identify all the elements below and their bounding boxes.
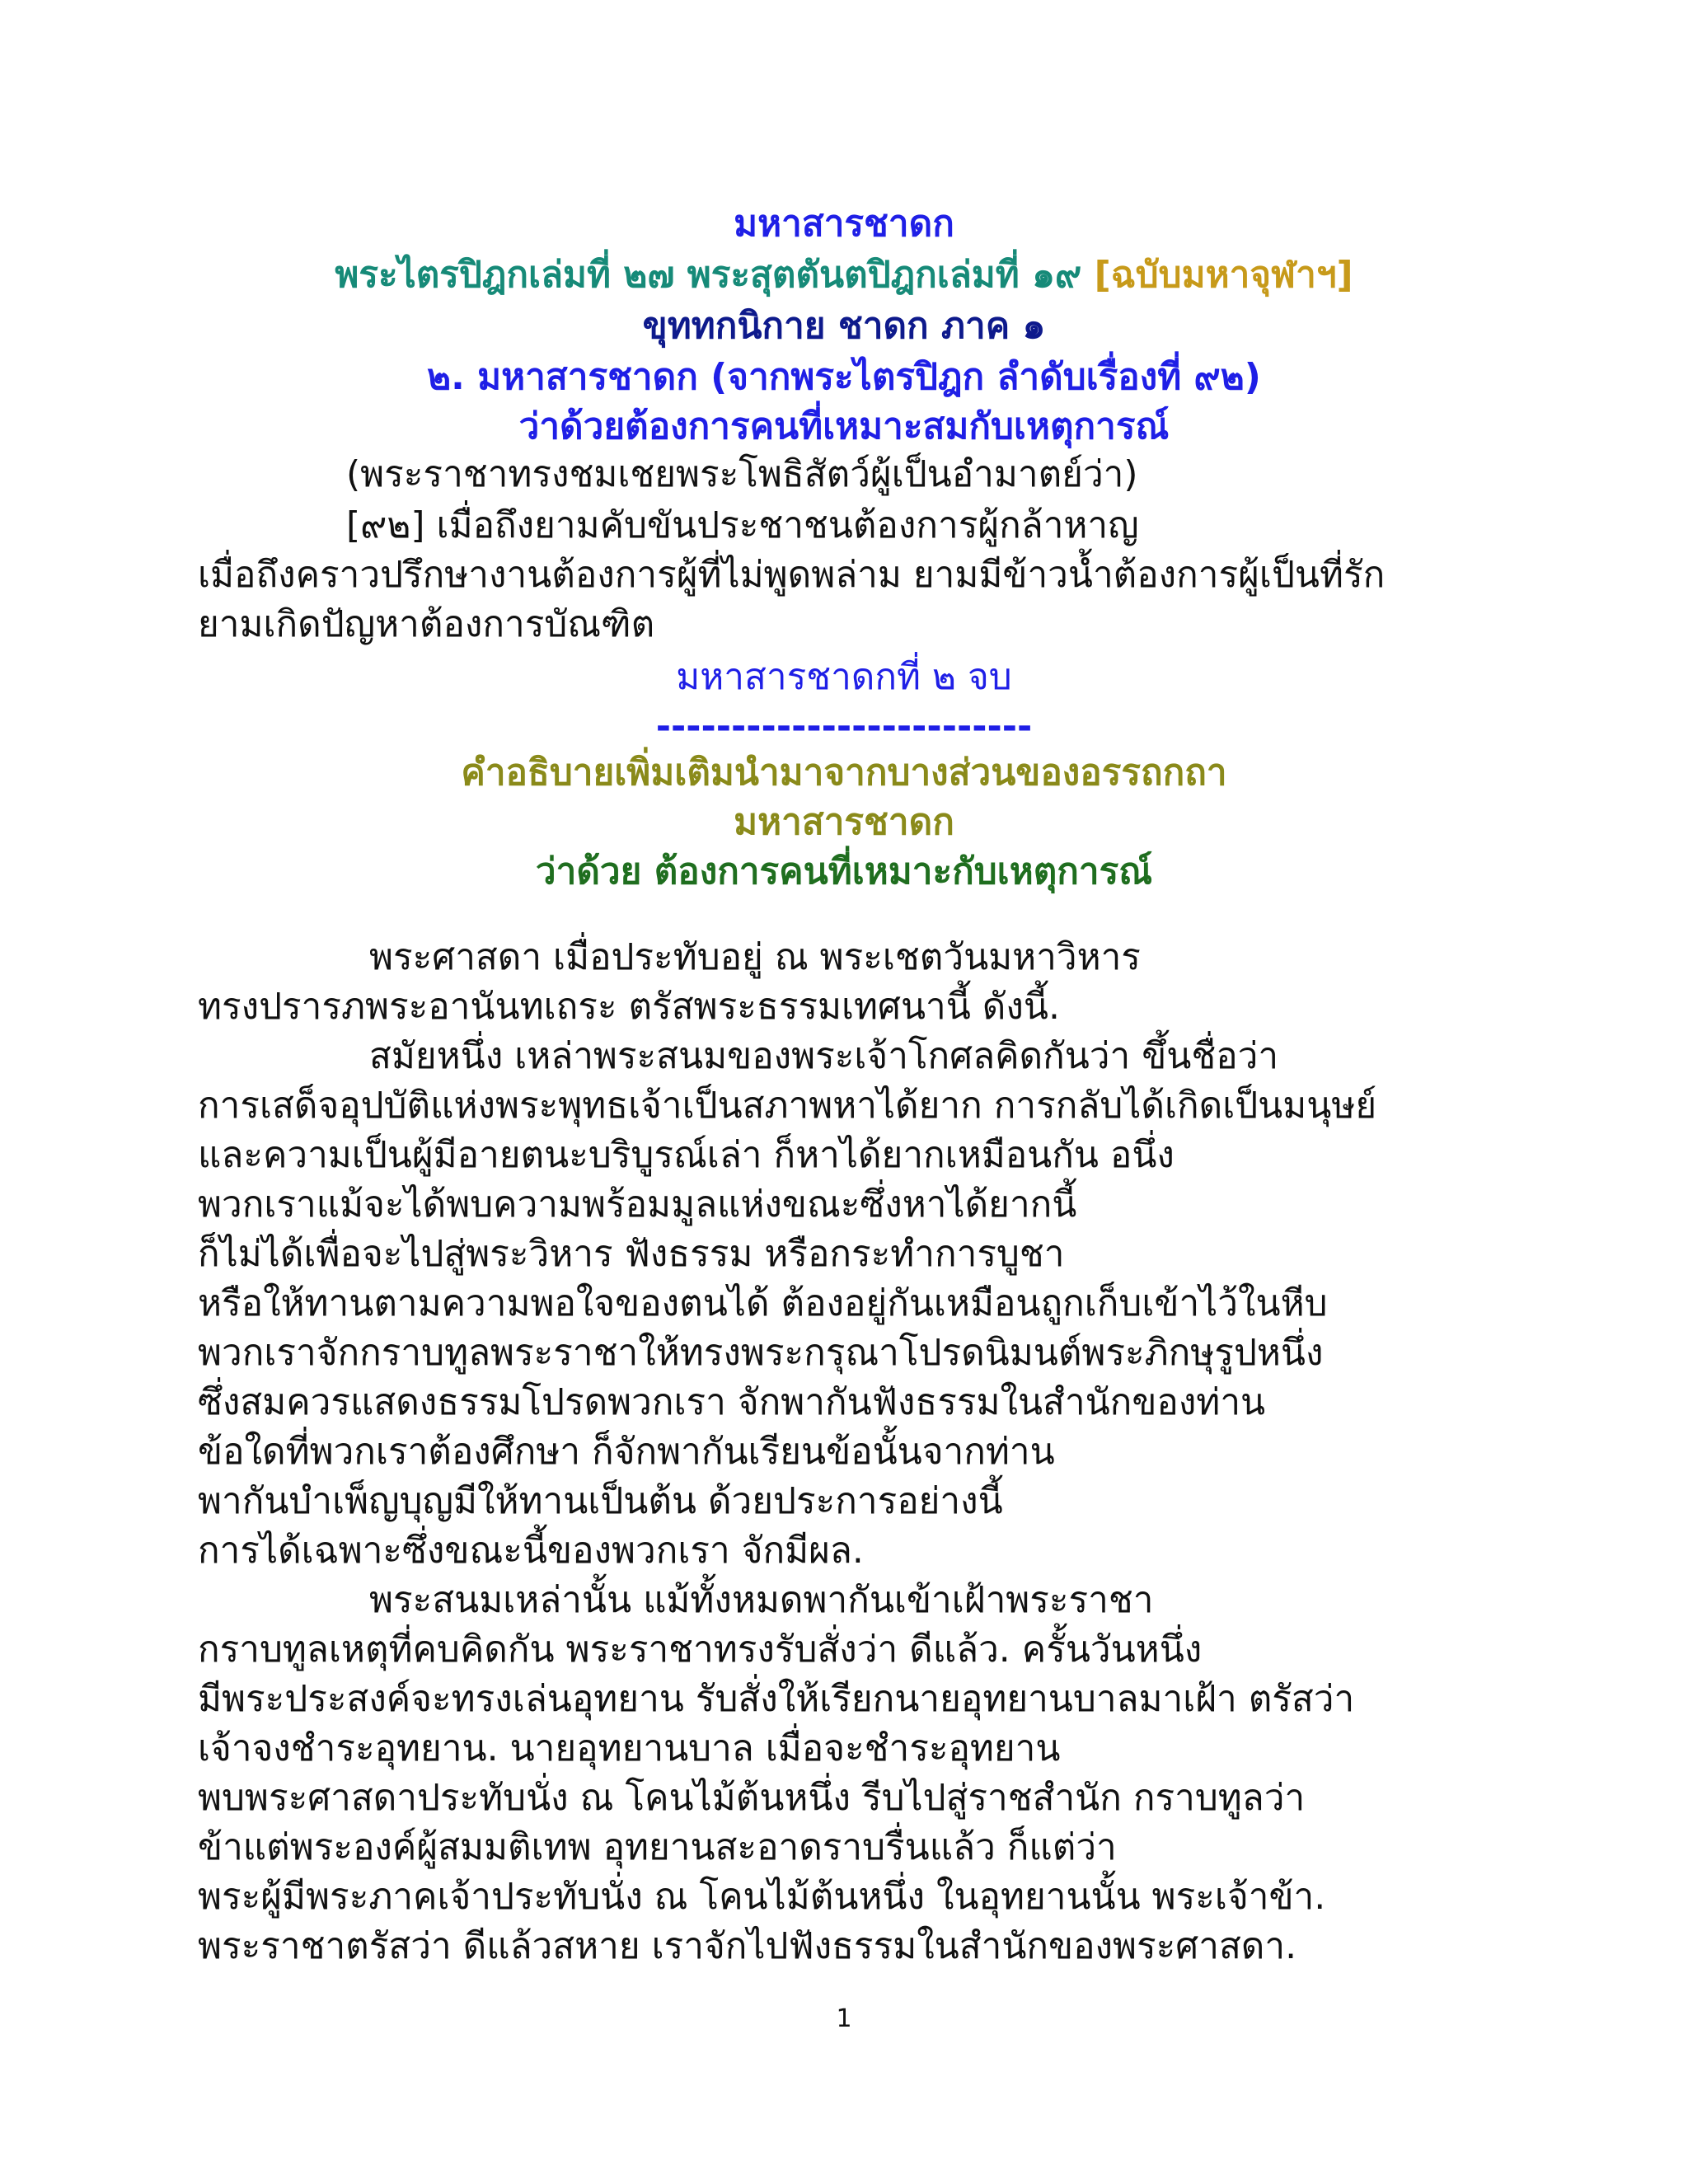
body-line: พระสนมเหล่านั้น แม้ทั้งหมดพากันเข้าเฝ้าพระราชา (369, 1579, 1154, 1621)
commentary-heading: คำอธิบายเพิ่มเติมนำมาจากบางส่วนของอรรถกถา (461, 752, 1227, 794)
body-line: และความเป็นผู้มีอายตนะบริบูรณ์เล่า ก็หาได้ยากเหมือนกัน อนึ่ง (198, 1134, 1175, 1176)
body-line: ก็ไม่ได้เพื่อจะไปสู่พระวิหาร ฟังธรรม หรือกระทำการบูชา (198, 1233, 1065, 1275)
body-line: พระราชาตรัสว่า ดีแล้วสหาย เราจักไปฟังธรรมในสำนักของพระศาสดา. (198, 1925, 1297, 1967)
separator-line: ------------------------- (655, 705, 1033, 748)
scripture-volume-text: พระไตรปิฎกเล่มที่ ๒๗ พระสุตตันตปิฎกเล่มที่ ๑๙ (335, 254, 1082, 296)
verse-line-3: ยามเกิดปัญหาต้องการบัณฑิต (198, 603, 655, 645)
commentary-title: มหาสารชาดก (734, 801, 954, 843)
story-heading: ๒. มหาสารชาดก (จากพระไตรปิฎก ลำดับเรื่องที่ ๙๒) (427, 356, 1261, 398)
body-line: การได้เฉพาะซึ่งขณะนี้ของพวกเรา จักมีผล. (198, 1530, 864, 1572)
body-line: พบพระศาสดาประทับนั่ง ณ โคนไม้ต้นหนึ่ง รีบไปสู่ราชสำนัก กราบทูลว่า (198, 1777, 1306, 1819)
document-title: มหาสารชาดก (734, 203, 954, 245)
body-line: พระศาสดา เมื่อประทับอยู่ ณ พระเชตวันมหาวิหาร (369, 936, 1141, 978)
verse-line-2: เมื่อถึงคราวปรึกษางานต้องการผู้ที่ไม่พูดพล่าม ยามมีข้าวน้ำต้องการผู้เป็นที่รัก (198, 554, 1386, 596)
body-line: สมัยหนึ่ง เหล่าพระสนมของพระเจ้าโกศลคิดกันว่า ขึ้นชื่อว่า (369, 1035, 1279, 1077)
page-number: 1 (836, 2004, 852, 2033)
body-line: พวกเราจักกราบทูลพระราชาให้ทรงพระกรุณาโปรดนิมนต์พระภิกษุรูปหนึ่ง (198, 1332, 1324, 1374)
body-line: การเสด็จอุปบัติแห่งพระพุทธเจ้าเป็นสภาพหาได้ยาก การกลับได้เกิดเป็นมนุษย์ (198, 1085, 1377, 1127)
end-note: มหาสารชาดกที่ ๒ จบ (676, 656, 1012, 698)
verse-line-1: [๙๒] เมื่อถึงยามคับขันประชาชนต้องการผู้กล้าหาญ (346, 504, 1139, 546)
section-heading: ขุททกนิกาย ชาดก ภาค ๑ (642, 305, 1046, 347)
body-line: หรือให้ทานตามความพอใจของตนได้ ต้องอยู่กันเหมือนถูกเก็บเข้าไว้ในหีบ (198, 1282, 1328, 1324)
body-line: ซึ่งสมควรแสดงธรรมโปรดพวกเรา จักพากันฟังธรรมในสำนักของท่าน (198, 1381, 1266, 1423)
body-line: ข้าแต่พระองค์ผู้สมมติเทพ อุทยานสะอาดราบรื่นแล้ว ก็แต่ว่า (198, 1826, 1117, 1868)
body-line: เจ้าจงชำระอุทยาน. นายอุทยานบาล เมื่อจะชำระอุทยาน (198, 1727, 1061, 1769)
body-line: มีพระประสงค์จะทรงเล่นอุทยาน รับสั่งให้เรียกนายอุทยานบาลมาเฝ้า ตรัสว่า (198, 1678, 1355, 1720)
edition-label: [ฉบับมหาจุฬาฯ] (1094, 254, 1353, 296)
body-line: พวกเราแม้จะได้พบความพร้อมมูลแห่งขณะซึ่งหาได้ยากนี้ (198, 1183, 1077, 1226)
topic-heading: ว่าด้วยต้องการคนที่เหมาะสมกับเหตุการณ์ (518, 405, 1170, 448)
body-line: ข้อใดที่พวกเราต้องศึกษา ก็จักพากันเรียนข้อนั้นจากท่าน (198, 1431, 1055, 1473)
commentary-topic: ว่าด้วย ต้องการคนที่เหมาะกับเหตุการณ์ (535, 851, 1153, 893)
body-line: พากันบำเพ็ญบุญมีให้ทานเป็นต้น ด้วยประการอย่างนี้ (198, 1480, 1003, 1522)
body-line: พระผู้มีพระภาคเจ้าประทับนั่ง ณ โคนไม้ต้นหนึ่ง ในอุทยานนั้น พระเจ้าข้า. (198, 1876, 1326, 1918)
body-line: กราบทูลเหตุที่คบคิดกัน พระราชาทรงรับสั่งว่า ดีแล้ว. ครั้นวันหนึ่ง (198, 1629, 1203, 1671)
verse-intro: (พระราชาทรงชมเชยพระโพธิสัตว์ผู้เป็นอำมาตย์ว่า) (346, 453, 1138, 495)
scripture-reference-line (0, 251, 1688, 300)
body-line: ทรงปรารภพระอานันทเถระ ตรัสพระธรรมเทศนานี้ ดังนี้. (198, 986, 1060, 1028)
